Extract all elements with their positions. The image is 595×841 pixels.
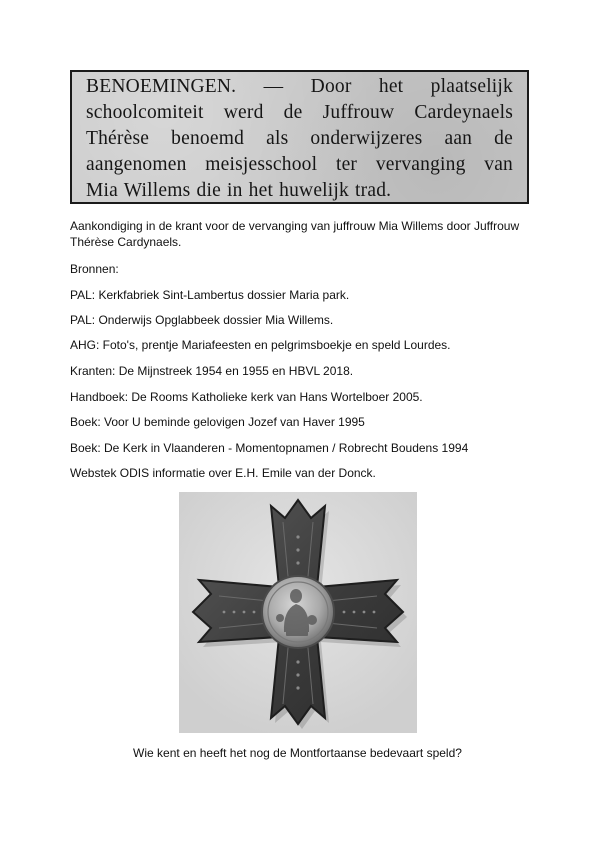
source-item: Boek: Voor U beminde gelovigen Jozef van Haver 1995 [70, 415, 365, 429]
pilgrim-pin-photo [179, 492, 417, 733]
clipping-line: Thérèse benoemd als onderwijzeres aan de [86, 128, 513, 149]
photo-caption: Wie kent en heeft het nog de Montfortaanse bedevaart speld? [133, 746, 462, 760]
source-item: Handboek: De Rooms Katholieke kerk van Hans Wortelboer 2005. [70, 390, 423, 404]
source-item: Boek: De Kerk in Vlaanderen - Momentopnamen / Robrecht Boudens 1994 [70, 441, 469, 455]
source-item: PAL: Onderwijs Opglabbeek dossier Mia Willems. [70, 313, 334, 327]
clipping-line: BENOEMINGEN. — Door het plaatselijk [86, 76, 513, 97]
source-item: Kranten: De Mijnstreek 1954 en 1955 en HBVL 2018. [70, 364, 354, 378]
source-item: AHG: Foto's, prentje Mariafeesten en pelgrimsboekje en speld Lourdes. [70, 338, 451, 352]
clipping-caption-line-2: Thérèse Cardynaels. [70, 235, 182, 249]
clipping-line: aangenomen meisjesschool ter vervanging van [86, 154, 513, 175]
clipping-caption-line-1: Aankondiging in de krant voor de vervanging van juffrouw Mia Willems door Juffrouw [70, 219, 520, 233]
pilgrim-cross-pin-icon [179, 492, 417, 733]
clipping-line: schoolcomiteit werd de Juffrouw Cardeynaels [86, 102, 513, 123]
source-item: PAL: Kerkfabriek Sint-Lambertus dossier Maria park. [70, 288, 350, 302]
source-item: Webstek ODIS informatie over E.H. Emile van der Donck. [70, 466, 376, 480]
newspaper-clipping [70, 70, 529, 204]
clipping-line: Mia Willems die in het huwelijk trad. [86, 180, 392, 201]
sources-heading: Bronnen: [70, 262, 119, 276]
